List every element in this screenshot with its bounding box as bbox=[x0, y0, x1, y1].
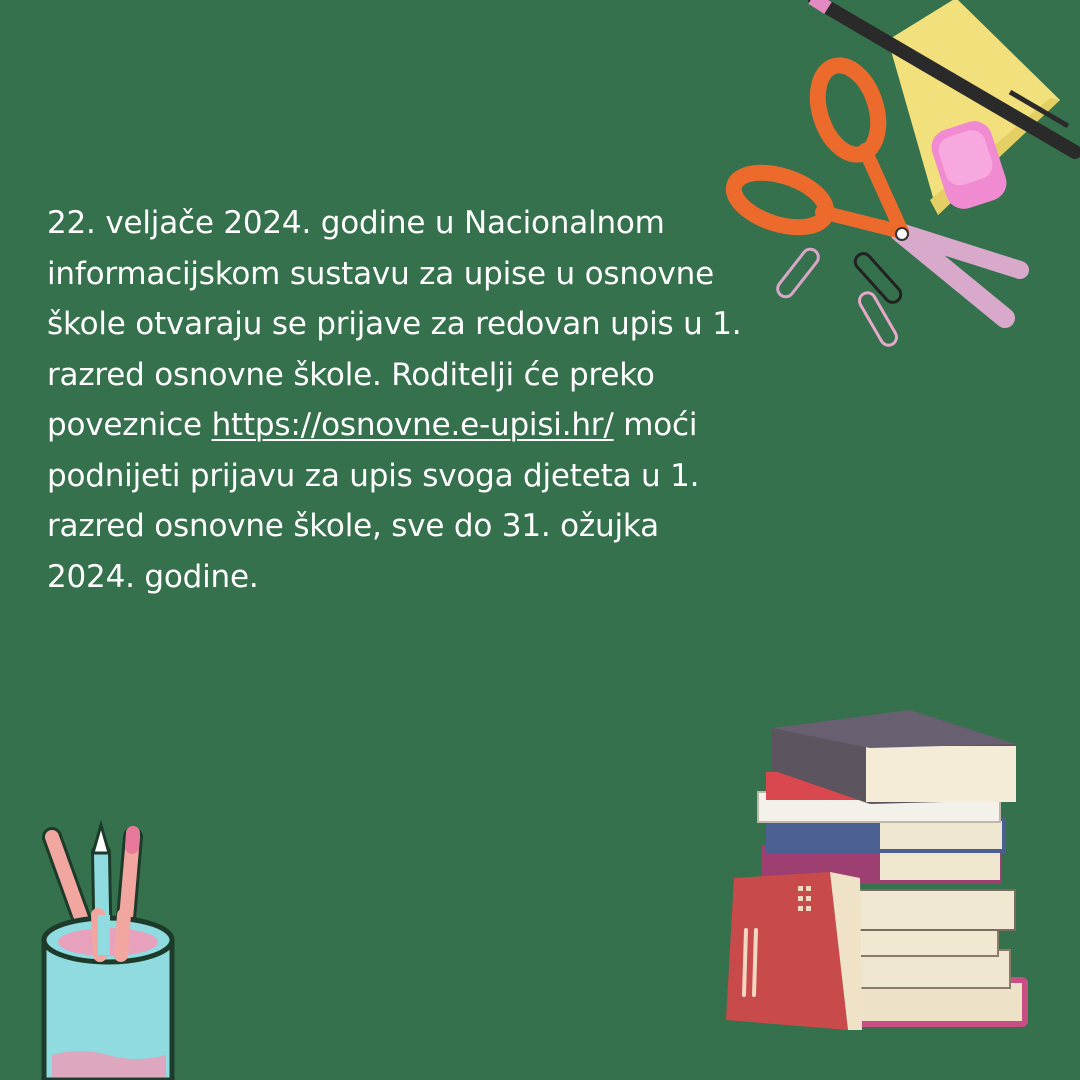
books-stack-icon bbox=[710, 700, 1040, 1045]
paper-clip-icon bbox=[774, 246, 904, 348]
announcement-text-before-link: 22. veljače 2024. godine u Nacionalnom informacijskom sustavu za upise u osnovne škole otvaraju se prijave za redovan upis u 1. razred osnovne škole. Roditelji će preko poveznice bbox=[47, 205, 742, 443]
pencil-cup-icon bbox=[30, 815, 190, 1080]
enrollment-link[interactable]: https://osnovne.e-upisi.hr/ bbox=[211, 407, 614, 443]
school-supplies-illustration bbox=[720, 0, 1080, 360]
announcement-text bbox=[47, 198, 747, 602]
announcement-text-after-link: moći podnijeti prijavu za upis svoga djeteta u 1. razred osnovne škole, sve do 31. ožujka 2024. godine. bbox=[47, 407, 700, 595]
